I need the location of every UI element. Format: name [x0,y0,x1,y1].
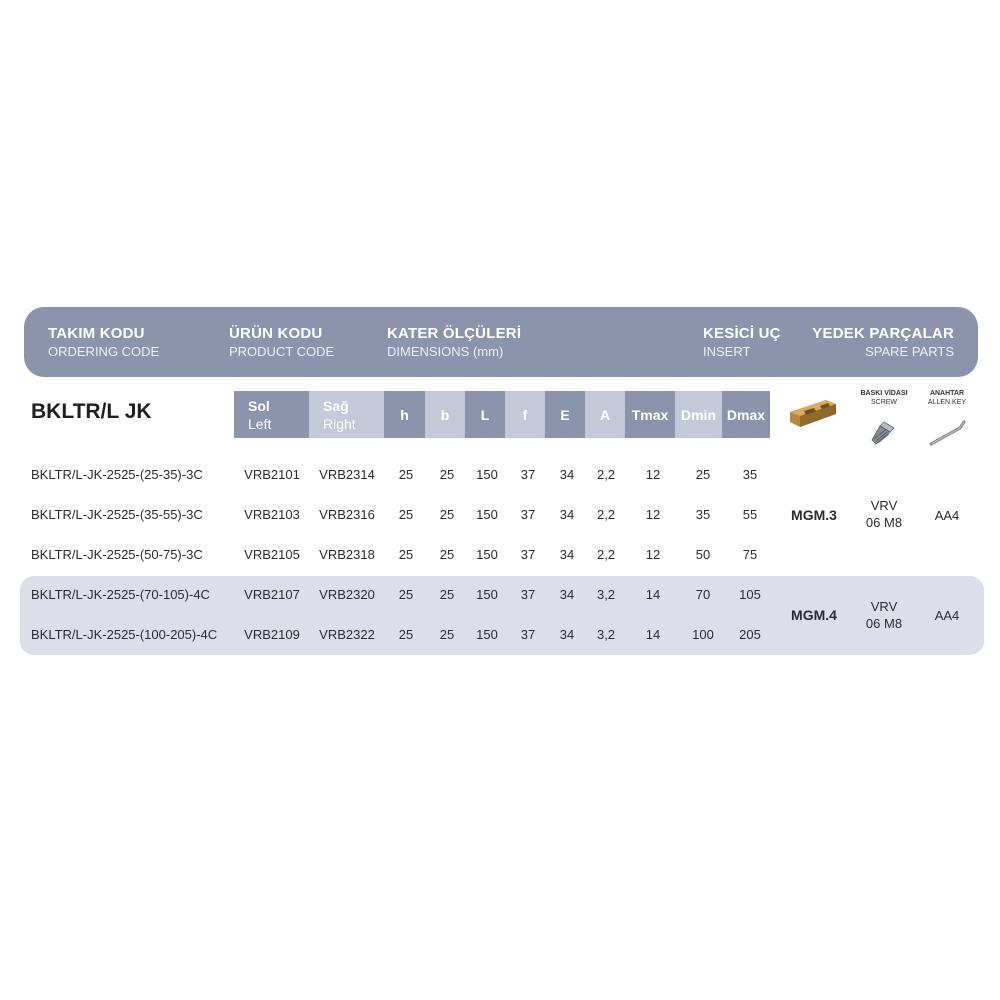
header-spare-parts: YEDEK PARÇALAR SPARE PARTS [812,325,954,359]
dim-A: 3,2 [596,587,616,602]
dim-b: 25 [439,467,455,482]
dim-f: 37 [520,547,536,562]
subheader-right: Sağ Right [309,391,384,438]
dim-f: 37 [520,467,536,482]
dim-dmax: 105 [739,587,761,602]
dim-h: 25 [398,627,414,642]
dim-L: 150 [476,627,498,642]
header-dimensions: KATER ÖLÇÜLERİ DIMENSIONS (mm) [387,325,522,359]
dim-dmax: 205 [739,627,761,642]
dim-dmin: 35 [695,507,711,522]
allen-key-image [928,418,968,448]
dim-L: 150 [476,467,498,482]
dim-h: 25 [398,587,414,602]
dim-dmin: 70 [695,587,711,602]
left-code: VRB2107 [244,587,300,602]
dim-tmax: 14 [645,627,661,642]
key-code-3c: AA4 [934,508,960,523]
left-code: VRB2101 [244,467,300,482]
dim-b: 25 [439,507,455,522]
dim-h: 25 [398,507,414,522]
dim-tmax: 12 [645,467,661,482]
dim-A: 2,2 [596,467,616,482]
subheader-L: L [465,391,505,438]
dim-L: 150 [476,587,498,602]
dim-dmax: 35 [742,467,758,482]
subheader-h: h [384,391,425,438]
dim-h: 25 [398,467,414,482]
subheader-E: E [545,391,585,438]
family-title: BKLTR/L JK [31,400,152,423]
subheader-f: f [505,391,545,438]
subheader-left: Sol Left [234,391,309,438]
header-insert: KESİCİ UÇ INSERT [703,325,781,359]
header-ordering-code: TAKIM KODU ORDERING CODE [48,325,160,359]
ordering-code: BKLTR/L-JK-2525-(50-75)-3C [31,547,203,562]
key-code-4c: AA4 [934,608,960,623]
dim-h: 25 [398,547,414,562]
subheader-b: b [425,391,465,438]
right-code: VRB2322 [319,627,375,642]
dim-E: 34 [559,627,575,642]
dim-f: 37 [520,627,536,642]
left-code: VRB2105 [244,547,300,562]
right-code: VRB2316 [319,507,375,522]
grooving-insert-image [786,394,840,432]
dim-dmin: 50 [695,547,711,562]
insert-code-3c: MGM.3 [791,507,837,523]
subheader-tmax: Tmax [625,391,675,438]
right-code: VRB2318 [319,547,375,562]
screw-image [868,418,898,448]
right-code: VRB2320 [319,587,375,602]
insert-code-4c: MGM.4 [791,607,837,623]
dim-b: 25 [439,547,455,562]
left-code: VRB2109 [244,627,300,642]
dim-E: 34 [559,467,575,482]
ordering-code: BKLTR/L-JK-2525-(25-35)-3C [31,467,203,482]
dim-b: 25 [439,627,455,642]
spare-key-label: ANAHTAR ALLEN KEY [927,390,967,406]
dim-A: 3,2 [596,627,616,642]
dim-f: 37 [520,587,536,602]
dim-E: 34 [559,587,575,602]
subheader-A: A [585,391,625,438]
screw-code-4c: VRV 06 M8 [865,599,903,631]
dim-b: 25 [439,587,455,602]
subheader-dmax: Dmax [722,391,770,438]
table-header-bar [24,307,978,377]
spare-screw-label: BASKI VİDASI SCREW [860,390,908,406]
dim-dmax: 75 [742,547,758,562]
right-code: VRB2314 [319,467,375,482]
dim-A: 2,2 [596,547,616,562]
dim-L: 150 [476,507,498,522]
dim-A: 2,2 [596,507,616,522]
ordering-code: BKLTR/L-JK-2525-(35-55)-3C [31,507,203,522]
subheader-dmin: Dmin [675,391,722,438]
dim-dmax: 55 [742,507,758,522]
header-product-code: ÜRÜN KODU PRODUCT CODE [229,325,335,359]
screw-code-3c: VRV 06 M8 [865,498,903,530]
dim-tmax: 14 [645,587,661,602]
ordering-code: BKLTR/L-JK-2525-(70-105)-4C [31,587,210,602]
dim-dmin: 100 [692,627,714,642]
ordering-code: BKLTR/L-JK-2525-(100-205)-4C [31,627,218,642]
dim-f: 37 [520,507,536,522]
dim-dmin: 25 [695,467,711,482]
dim-E: 34 [559,547,575,562]
left-code: VRB2103 [244,507,300,522]
dim-tmax: 12 [645,507,661,522]
dim-tmax: 12 [645,547,661,562]
dim-E: 34 [559,507,575,522]
dim-L: 150 [476,547,498,562]
